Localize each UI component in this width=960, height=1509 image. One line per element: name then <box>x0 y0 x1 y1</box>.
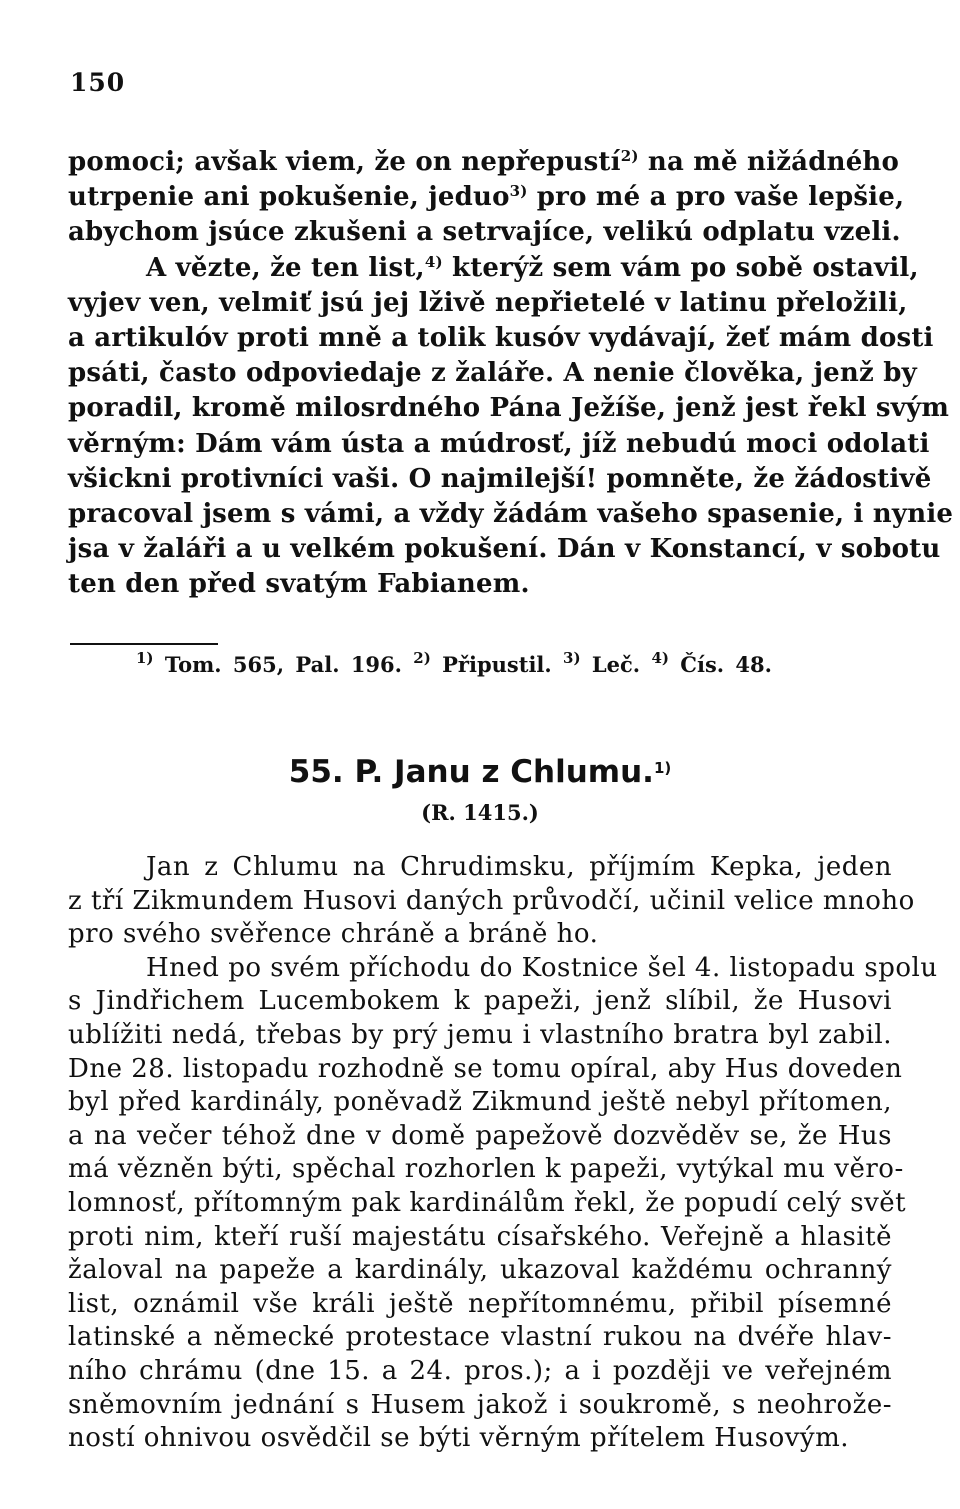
text-line: latinské a německé protestace vlastní rukou na dvéře hlav- <box>68 1322 892 1353</box>
text-line: má vězněn býti, spěchal rozhorlen k papeži, vytýkal mu věro- <box>68 1154 904 1185</box>
text-line: s Jindřichem Lucembokem k papeži, jenž slíbil, že Husovi <box>68 986 892 1017</box>
footnote-mark: 3) <box>509 182 528 201</box>
text-line: a na večer téhož dne v domě papežově dozvěděv se, že Hus <box>68 1120 892 1151</box>
text-line: věrným: Dám vám ústa a múdrosť, jíž nebudú moci odolati <box>68 428 930 459</box>
text-line: ního chrámu (dne 15. a 24. pros.); a i později ve veřejném <box>68 1356 892 1386</box>
text-line: Dne 28. listopadu rozhodně se tomu opíral, aby Hus doveden <box>68 1053 903 1084</box>
text-line: pro svého svěřence chráně a bráně ho. <box>68 919 599 950</box>
footnote-mark: 4) <box>424 252 443 271</box>
text-line: a artikulóv proti mně a tolik kusóv vydávají, žeť mám dosti <box>68 323 934 353</box>
text-line: všickni protivníci vaši. O najmilejší! pomněte, že žádostivě <box>68 463 932 494</box>
text-line: A vězte, že ten list,$^{4)}$ kterýž sem vám po sobě ostavil, <box>146 252 919 283</box>
heading-footnote-mark: 1) <box>653 759 672 777</box>
section-date: (R. 1415.) <box>421 800 539 825</box>
section-heading <box>0 750 960 794</box>
footnote: $^{4)}$ Čís. 48. <box>651 649 772 677</box>
text-line: ten den před svatým Fabianem. <box>68 569 530 600</box>
text-line: žaloval na papeže a kardinály, ukazoval každému ochranný <box>68 1255 892 1286</box>
text-line: pomoci; avšak viem, že on nepřepustí$^{2)}$ na mě nižádného <box>68 147 900 177</box>
footnote-mark: 2) <box>620 147 639 165</box>
heading-text: 55. P. Janu z Chlumu. <box>288 754 654 790</box>
text-line: psáti, často odpoviedaje z žaláře. A nenie člověka, jenž by <box>68 358 917 389</box>
text-line: jsa v žaláři a u velkém pokušení. Dán v Konstancí, v sobotu <box>68 534 941 565</box>
footnote: $^{2)}$ Připustil. <box>413 649 552 677</box>
page-number: 150 <box>70 68 126 97</box>
text-line: sněmovním jednání s Husem jakož i soukromě, s neohrože- <box>68 1389 892 1420</box>
text-line: list, oznámil vše králi ještě nepřítomnému, přibil písemné <box>68 1288 892 1319</box>
text-line: abychom jsúce zkušeni a setrvajíce, velikú odplatu vzeli. <box>68 217 901 248</box>
text-line: Jan z Chlumu na Chrudimsku, příjmím Kepka, jeden <box>146 852 892 882</box>
text-line: proti nim, kteří ruší majestátu císařského. Veřejně a hlasitě <box>68 1221 892 1252</box>
text-line: Hned po svém příchodu do Kostnice šel 4. listopadu spolu <box>146 952 938 983</box>
text-line: lomnosť, přítomným pak kardinálům řekl, že popudí celý svět <box>68 1188 907 1218</box>
text-line: vyjev ven, velmiť jsú jej lživě nepřietelé v latinu přeložili, <box>68 287 908 318</box>
text-line: ublížiti nedá, třebas by prý jemu i vlastního bratra byl zabil. <box>68 1020 892 1050</box>
footnotes <box>136 650 772 680</box>
footnote: $^{1)}$ Tom. 565, Pal. 196. <box>136 649 402 677</box>
text-line: utrpenie ani pokušenie, jeduo$^{3)}$ pro mé a pro vaše lepšie, <box>68 182 905 213</box>
text-line: ností ohnivou osvědčil se býti věrným přítelem Husovým. <box>68 1423 850 1454</box>
footnote: $^{3)}$ Leč. <box>563 649 641 677</box>
text-line: poradil, kromě milosrdného Pána Ježíše, jenž jest řekl svým <box>68 393 950 424</box>
footnote-rule <box>70 643 218 645</box>
text-line: byl před kardinály, poněvadž Zikmund ještě nebyl přítomen, <box>68 1087 892 1118</box>
text-line: pracoval jsem s vámi, a vždy žádám vašeho spasenie, i nynie <box>68 499 954 529</box>
text-line: z tří Zikmundem Husovi daných průvodčí, učinil velice mnoho <box>68 885 915 916</box>
